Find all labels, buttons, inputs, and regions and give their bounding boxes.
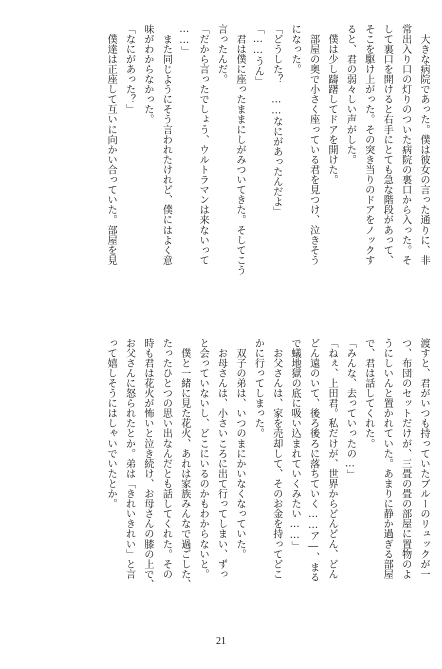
text-line: 言ったんだ。	[215, 24, 227, 85]
text-line: 味がわからなかった。	[141, 24, 153, 125]
text-line: 僕と一緒に見た花火、あれは家族みんなで過ごした、	[178, 338, 190, 590]
text-line: ると、君の弱々しい声がした。	[344, 24, 356, 165]
text-line: たったひとつの思い出なんだとも話してくれた。その	[160, 338, 172, 580]
text-line: お父さんに怒られたとか。弟は「きれいきれい」と言	[123, 338, 135, 580]
text-line: 部屋の奥で小さく座っている君を見つけ、泣きそう	[307, 24, 319, 266]
text-line: 常出入り口の灯りのついた病院の裏口から入った。そ	[399, 24, 411, 266]
text-line: で、君は話してくれた。	[362, 338, 374, 449]
text-line: お母さんは、小さいころに出て行ってしまい、ずっ	[215, 338, 227, 580]
text-line: 渡すと、君がいつも持っていたブルーのリュックが一	[418, 338, 429, 580]
page-number: 21	[216, 636, 226, 647]
text-line: 「ねぇ、上田君。私だけが、世界からどんどん、どん	[325, 338, 337, 580]
text-line: つ、布団のセットだけが、三畳の畳の部屋に置物のよ	[399, 338, 411, 580]
text-line: そこを駆け上がった。その突き当りのドアをノックす	[362, 24, 374, 266]
text-line: 「……うん」	[252, 24, 264, 87]
text-line: どん遠のいて、後ろ後ろに落ちていく……ア―、まる	[307, 338, 319, 583]
lower-text-block	[101, 338, 432, 610]
text-line: 大きな病院であった。僕は彼女の言った通りに、非	[418, 24, 429, 266]
upper-text-block	[101, 24, 432, 296]
text-line: 「だから言ったでしょう、ウルトラマンは来ないって	[197, 24, 209, 266]
text-line: また同じようにそう言われたけれど、僕にはよく意	[160, 24, 172, 266]
text-line: 僕は少し躊躇してドアを開けた。	[325, 24, 337, 185]
text-line: 僕達は正座して互いに向かい合っていた。部屋を見	[105, 24, 117, 266]
text-line: して裏口を開けると右手にとても急な階段があって、	[381, 24, 393, 266]
text-line: 時も君は花火が怖いと泣き続け、お母さんの膝の上で、	[141, 338, 153, 590]
text-line: うにしいんと置かれていた。あまりに静か過ぎる部屋	[381, 338, 393, 580]
text-line: お父さんは、家を売却して、そのお金を持ってどこ	[270, 338, 282, 580]
text-line: と会っていないし、どこにいるのかもわからないと。	[197, 338, 209, 580]
text-line: になった。	[289, 24, 301, 75]
text-line: って嬉しそうにはしゃいでいたとか。	[105, 338, 117, 509]
text-line: ……」	[178, 24, 190, 57]
text-line: 君は僕に座ったままにしがみついてきた。そしてこう	[233, 24, 245, 276]
text-line: かに行ってしまった。	[252, 338, 264, 439]
text-line: で蟻地獄の底に吸い込まれていくみたい……」	[289, 338, 301, 552]
text-line: 双子の弟は、いつのまにかいなくなっていた。	[233, 338, 245, 560]
text-line: 「みんな、去っていったの…」	[344, 338, 356, 480]
text-line: 「なにがあった？」	[123, 24, 135, 115]
text-line: 「どうした？ ……なにがあったんだよ」	[270, 24, 282, 217]
